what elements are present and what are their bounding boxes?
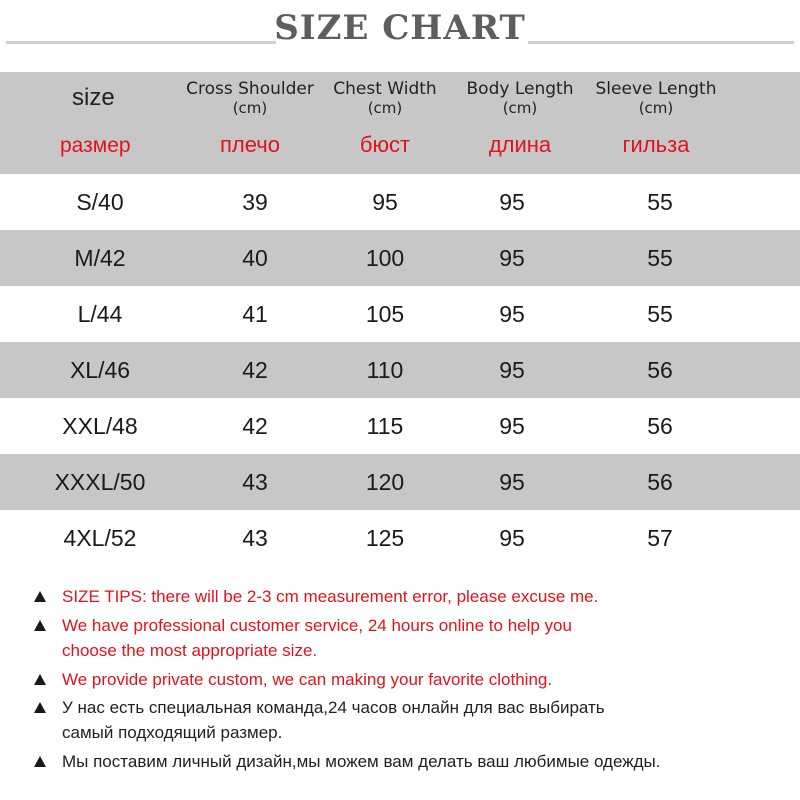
note-line: SIZE TIPS: there will be 2-3 cm measurement error, please excuse me. xyxy=(62,587,599,606)
size-table xyxy=(0,72,800,566)
note-line: choose the most appropriate size. xyxy=(62,641,318,660)
triangle-bullet-icon xyxy=(34,591,46,602)
cell-size: S/40 xyxy=(76,188,124,215)
cell-shoulder: 39 xyxy=(242,188,268,215)
header-unit: (cm) xyxy=(638,99,674,117)
header-size-en: size xyxy=(72,84,115,111)
header-sleeve-length xyxy=(588,80,724,158)
cell-length: 95 xyxy=(499,356,525,383)
triangle-bullet-icon xyxy=(34,702,46,713)
cell-size: 4XL/52 xyxy=(63,524,137,551)
header-size xyxy=(60,84,131,158)
cell-shoulder: 43 xyxy=(242,524,268,551)
triangle-bullet-icon xyxy=(34,674,46,685)
cell-length: 95 xyxy=(499,412,525,439)
cell-length: 95 xyxy=(499,188,525,215)
table-row xyxy=(0,454,800,510)
note-line: We provide private custom, we can making your favorite clothing. xyxy=(62,670,553,689)
cell-shoulder: 43 xyxy=(242,468,268,495)
title-bar xyxy=(0,0,800,62)
table-row xyxy=(0,174,800,230)
header-label: Cross Shoulder xyxy=(186,79,314,99)
header-body-length xyxy=(458,80,582,158)
note-line: У нас есть специальная команда,24 часов онлайн для вас выбирать xyxy=(62,698,605,717)
table-row xyxy=(0,510,800,566)
header-size-ru: размер xyxy=(60,134,131,157)
header-label: Sleeve Length xyxy=(595,79,717,99)
note-text xyxy=(62,613,572,663)
note-line: самый подходящий размер. xyxy=(62,723,283,742)
cell-length: 95 xyxy=(499,244,525,271)
cell-size: M/42 xyxy=(74,244,126,271)
triangle-bullet-icon xyxy=(34,756,46,767)
cell-length: 95 xyxy=(499,524,525,551)
cell-sleeve: 57 xyxy=(647,524,673,551)
table-row xyxy=(0,398,800,454)
header-label-ru: длина xyxy=(488,132,552,157)
table-row xyxy=(0,342,800,398)
cell-length: 95 xyxy=(499,468,525,495)
note-text xyxy=(62,584,598,609)
table-row xyxy=(0,286,800,342)
triangle-bullet-icon xyxy=(34,620,46,631)
header-label-ru: гильза xyxy=(622,132,690,157)
cell-chest: 100 xyxy=(365,244,405,271)
note-text xyxy=(62,667,552,692)
cell-chest: 105 xyxy=(365,300,405,327)
table-row xyxy=(0,230,800,286)
header-label: Body Length xyxy=(466,79,574,99)
cell-sleeve: 56 xyxy=(647,468,673,495)
note-line: We have professional customer service, 24 hours online to help you xyxy=(62,616,572,635)
cell-size: L/44 xyxy=(77,300,123,327)
cell-chest: 120 xyxy=(365,468,405,495)
cell-size: XL/46 xyxy=(69,356,131,383)
header-label-ru: плечо xyxy=(220,132,280,157)
page-title: SIZE CHART xyxy=(274,8,526,48)
cell-chest: 125 xyxy=(365,524,405,551)
cell-shoulder: 42 xyxy=(242,356,268,383)
cell-size: XXXL/50 xyxy=(54,468,146,495)
cell-sleeve: 55 xyxy=(647,188,673,215)
cell-sleeve: 56 xyxy=(647,356,673,383)
cell-length: 95 xyxy=(499,300,525,327)
cell-sleeve: 55 xyxy=(647,244,673,271)
cell-chest: 115 xyxy=(366,412,404,439)
cell-size: XXL/48 xyxy=(62,412,138,439)
title-divider-right xyxy=(528,41,794,44)
header-label: Chest Width xyxy=(333,79,437,99)
cell-sleeve: 55 xyxy=(647,300,673,327)
header-unit: (cm) xyxy=(502,99,538,117)
header-unit: (cm) xyxy=(367,99,403,117)
note-line: Мы поставим личный дизайн,мы можем вам делать ваш любимые одежды. xyxy=(62,752,661,771)
cell-shoulder: 40 xyxy=(242,244,268,271)
header-chest-width xyxy=(326,80,444,158)
cell-chest: 110 xyxy=(366,356,404,383)
table-header xyxy=(0,72,800,174)
cell-shoulder: 41 xyxy=(242,300,268,327)
cell-sleeve: 56 xyxy=(647,412,673,439)
note-text xyxy=(62,695,605,745)
header-cross-shoulder xyxy=(182,80,318,158)
cell-shoulder: 42 xyxy=(242,412,268,439)
header-unit: (cm) xyxy=(232,99,268,117)
note-text xyxy=(62,749,660,774)
header-label-ru: бюст xyxy=(359,132,411,157)
cell-chest: 95 xyxy=(372,188,398,215)
